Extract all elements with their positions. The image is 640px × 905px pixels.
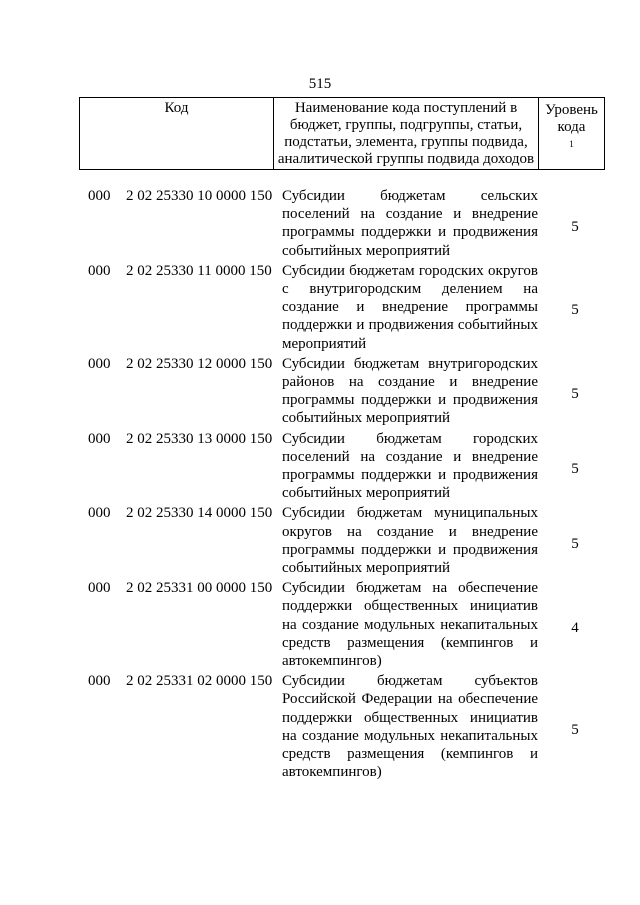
row-admin-code: 000 <box>88 673 111 690</box>
table-row <box>0 262 640 353</box>
page-number: 515 <box>308 76 332 92</box>
row-level: 4 <box>571 619 579 636</box>
row-code: 2 02 25330 12 0000 150 <box>126 355 273 372</box>
table-body <box>0 187 640 782</box>
table-header <box>79 97 605 170</box>
header-code-cell <box>80 98 274 170</box>
row-level: 5 <box>571 535 579 552</box>
row-name: Субсидии бюджетам субъектов Российской Федерации на обеспечение поддержки общественных инициатив на создание модульных некапитальных средств размещения (кемпингов и автокемпингов) <box>282 673 538 781</box>
header-name-cell <box>274 98 539 170</box>
table-row <box>0 672 640 781</box>
row-admin-code: 000 <box>88 580 111 597</box>
row-name: Субсидии бюджетам городских округов с внутригородским делением на создание и внедрение программы поддержки и продвижения событийных мероприятий <box>282 262 538 352</box>
header-level-text: Уровень кода <box>545 102 598 135</box>
row-code: 2 02 25330 13 0000 150 <box>126 430 273 447</box>
row-level: 5 <box>571 218 579 235</box>
row-admin-code: 000 <box>88 505 111 522</box>
row-admin-code: 000 <box>88 262 111 279</box>
row-code: 2 02 25330 11 0000 150 <box>126 262 272 279</box>
table-row <box>0 355 640 428</box>
header-name-label: Наименование кода поступлений в бюджет, группы, подгруппы, статьи, подстатьи, элемента, группы подвида, аналитической группы подвида доходов <box>277 100 535 167</box>
table-row <box>0 187 640 260</box>
table-row <box>0 430 640 503</box>
header-level-label <box>539 98 604 158</box>
row-name: Субсидии бюджетам внутригородских районов на создание и внедрение программы поддержки и продвижения событийных мероприятий <box>282 355 538 427</box>
row-admin-code: 000 <box>88 188 111 204</box>
table-row <box>0 579 640 670</box>
row-admin-code: 000 <box>88 355 111 372</box>
row-name: Субсидии бюджетам муниципальных округов на создание и внедрение программы поддержки и продвижения событийных мероприятий <box>282 505 538 577</box>
row-level: 5 <box>571 302 579 319</box>
table-row <box>0 504 640 577</box>
header-level-footnote: 1 <box>569 139 574 149</box>
row-code: 2 02 25331 02 0000 150 <box>126 673 273 690</box>
header-code-label: Код <box>164 100 189 116</box>
header-level-cell <box>539 98 605 170</box>
row-level: 5 <box>571 461 579 478</box>
row-name: Субсидии бюджетам городских поселений на создание и внедрение программы поддержки и продвижения событийных мероприятий <box>282 430 538 502</box>
row-code: 2 02 25330 14 0000 150 <box>126 505 273 522</box>
row-name: Субсидии бюджетам сельских поселений на создание и внедрение программы поддержки и продвижения событийных мероприятий <box>282 188 538 259</box>
row-code: 2 02 25331 00 0000 150 <box>126 580 273 597</box>
row-name: Субсидии бюджетам на обеспечение поддержки общественных инициатив на создание модульных некапитальных средств размещения (кемпингов и автокемпингов) <box>282 580 538 670</box>
row-level: 5 <box>571 721 579 738</box>
row-code: 2 02 25330 10 0000 150 <box>126 188 273 204</box>
row-admin-code: 000 <box>88 430 111 447</box>
row-level: 5 <box>571 386 579 403</box>
